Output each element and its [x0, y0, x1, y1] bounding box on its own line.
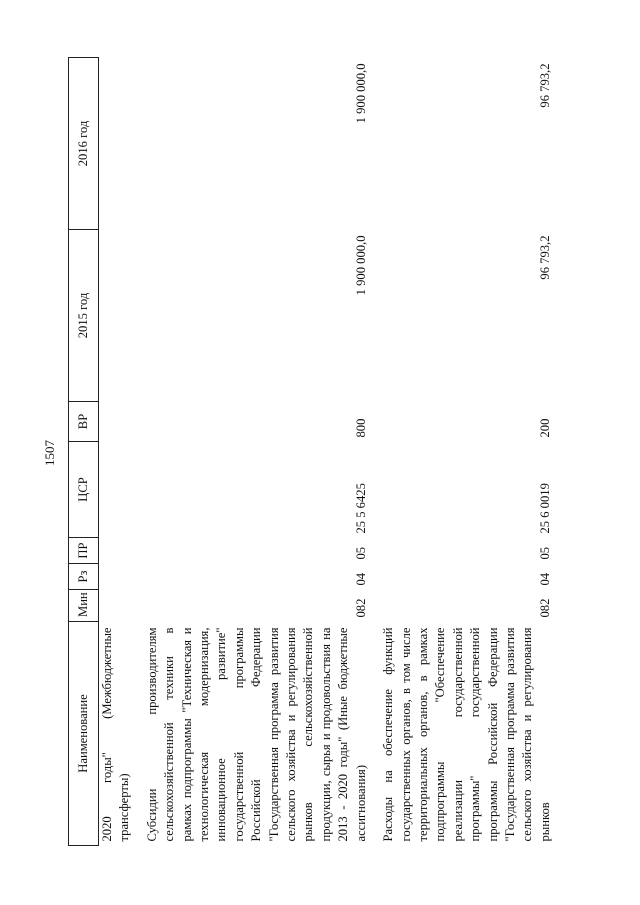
row-pr: 05 [537, 546, 552, 560]
row-min: 082 [353, 598, 368, 618]
row-name: Расходы на обеспечение функций государственных органов, в том числе территориальных органов, в рамках подпрограммы "Обеспечение реализации государственной программы" государственной программы Российской Федерации "Государственная программа развития сельского хозяйства и регулирования рынков [381, 627, 552, 842]
row-min: 082 [537, 598, 552, 618]
header-rz: Рз [69, 564, 99, 590]
row-csr [99, 442, 134, 538]
row-2015: 1 900 000,0 [353, 235, 368, 296]
row-name: 2020 годы" (Межбюджетные трансферты) [100, 627, 132, 842]
budget-table [68, 57, 554, 846]
row-2015 [99, 230, 134, 402]
header-min: Мин [69, 590, 99, 622]
table-header [69, 58, 99, 846]
row-2015: 96 793,2 [537, 235, 552, 280]
row-rz: 04 [353, 572, 368, 586]
row-vr [99, 402, 134, 442]
header-name: Наименование [69, 622, 99, 846]
header-2015: 2015 год [69, 230, 99, 402]
row-min [99, 590, 134, 622]
header-pr: ПР [69, 538, 99, 564]
header-2016: 2016 год [69, 58, 99, 230]
row-name: Субсидии производителям сельскохозяйственной техники в рамках подпрограммы "Техническая и технологическая модернизация, инновационное развитие" государственной программы Российской Федерации "Государственная программа развития сельского хозяйства и регулирования рынков сельскохозяйственной продукции, сырья и продовольствия на 2013 - 2020 годы" (Иные бюджетные ассигнования) [144, 627, 368, 842]
row-2016: 96 793,2 [537, 63, 552, 108]
row-csr: 25 6 0019 [537, 483, 552, 534]
budget-table-rotated [68, 58, 596, 846]
row-vr: 200 [537, 418, 552, 438]
row-pr [99, 538, 134, 564]
row-csr: 25 5 6425 [353, 483, 368, 534]
header-vr: ВР [69, 402, 99, 442]
header-csr: ЦСР [69, 442, 99, 538]
table-row [144, 58, 370, 846]
row-pr: 05 [353, 546, 368, 560]
row-2016: 1 900 000,0 [353, 63, 368, 124]
row-vr: 800 [353, 418, 368, 438]
row-rz [99, 564, 134, 590]
page-number: 1507 [42, 440, 57, 466]
table-row [99, 58, 134, 846]
row-2016 [99, 58, 134, 230]
table-row [380, 58, 554, 846]
row-rz: 04 [537, 572, 552, 586]
